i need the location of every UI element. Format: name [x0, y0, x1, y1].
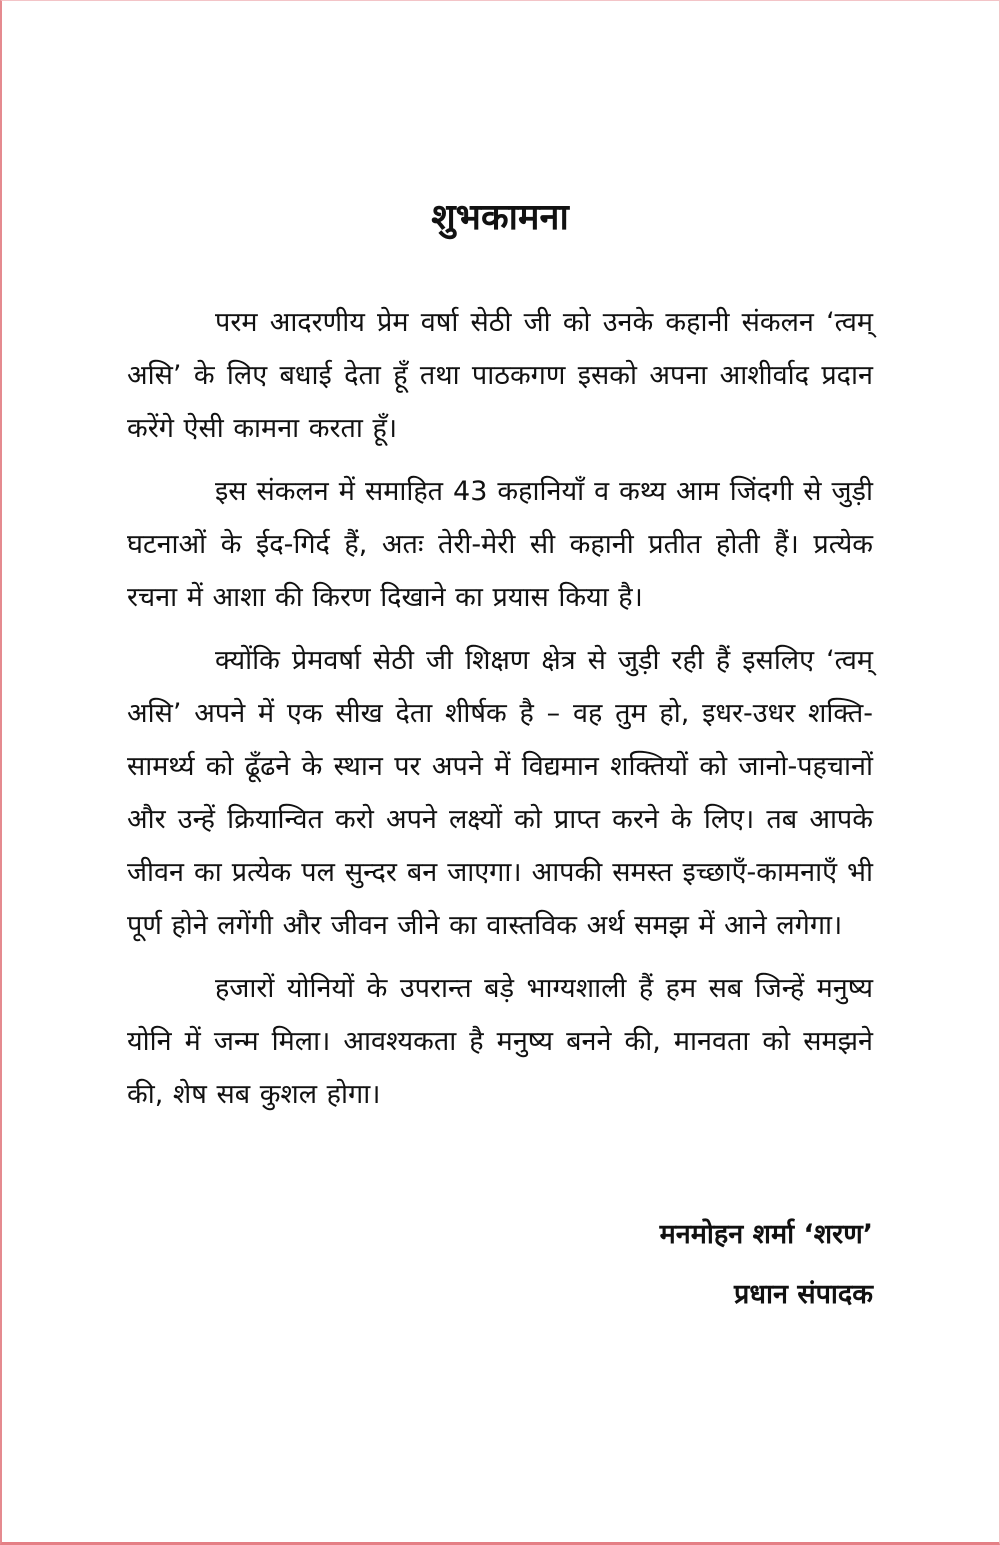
paragraph-title-meaning: क्योंकि प्रेमवर्षा सेठी जी शिक्षण क्षेत्र से जुड़ी रही हैं इसलिए ‘त्वम् असि’ अपने में एक सीख देता शीर्षक है – वह तुम हो, इधर-उधर शक्ति-सामर्थ्य को ढूँढने के स्थान पर अपने में विद्यमान शक्तियों को जानो-पहचानों और उन्हें क्रियान्वित करो अपने लक्ष्यों को प्राप्त करने के लिए। तब आपके जीवन का प्रत्येक पल सुन्दर बन जाएगा। आपकी समस्त इच्छाएँ-कामनाएँ भी पूर्ण होने लगेंगी और जीवन जीने का वास्तविक अर्थ समझ में आने लगेगा।: [127, 645, 873, 941]
signatory-name: मनमोहन शर्मा ‘शरण’: [659, 1219, 873, 1250]
document-body: [127, 296, 873, 1131]
paragraph-collection-summary: इस संकलन में समाहित 43 कहानियाँ व कथ्य आम जिंदगी से जुड़ी घटनाओं के ईद-गिर्द हैं, अतः तेरी-मेरी सी कहानी प्रतीत होती हैं। प्रत्येक रचना में आशा की किरण दिखाने का प्रयास किया है।: [127, 476, 873, 613]
paragraph-congratulations: परम आदरणीय प्रेम वर्षा सेठी जी को उनके कहानी संकलन ‘त्वम् असि’ के लिए बधाई देता हूँ तथा पाठकगण इसको अपना आशीर्वाद प्रदान करेंगे ऐसी कामना करता हूँ।: [127, 307, 873, 444]
paragraph-closing-thought: हजारों योनियों के उपरान्त बड़े भाग्यशाली हैं हम सब जिन्हें मनुष्य योनि में जन्म मिला। आवश्यकता है मनुष्य बनने की, मानवता को समझने की, शेष सब कुशल होगा।: [127, 973, 873, 1110]
page-title: शुभकामना: [431, 197, 569, 239]
signatory-designation: प्रधान संपादक: [734, 1279, 873, 1310]
signature-block: [660, 1205, 873, 1325]
